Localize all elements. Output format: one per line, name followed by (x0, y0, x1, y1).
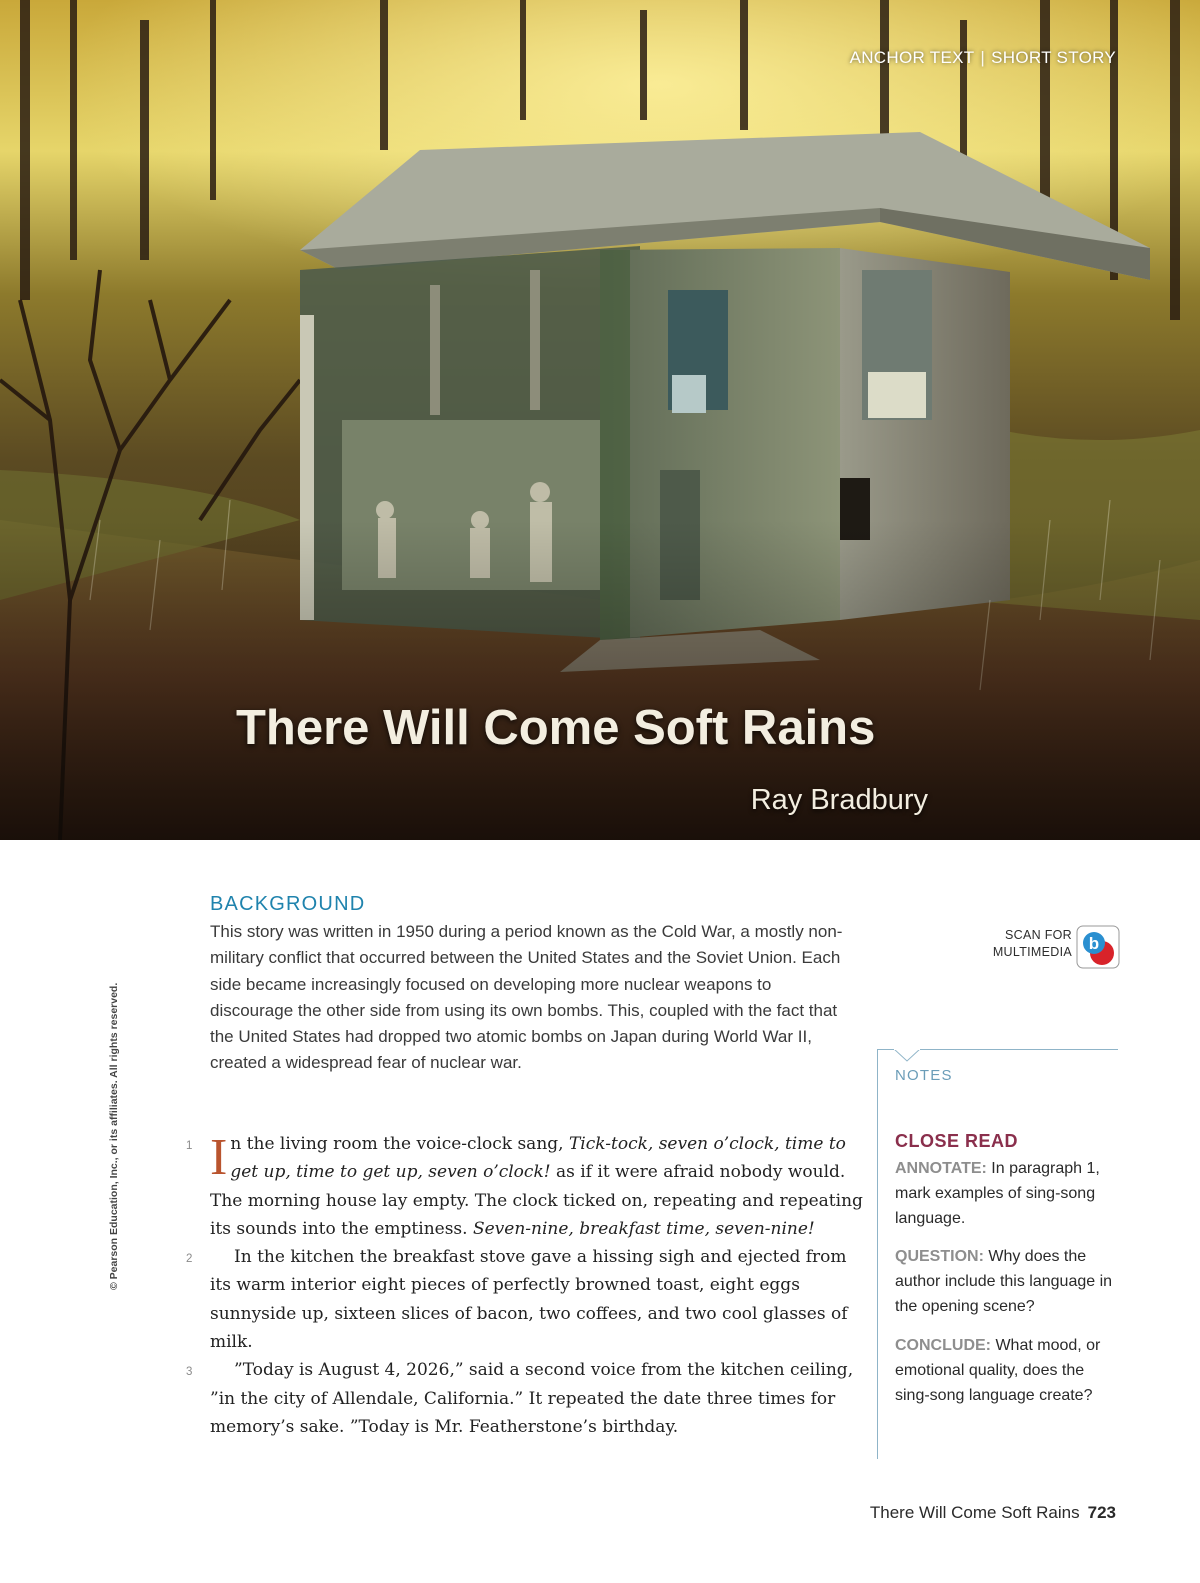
question-text: Why does the author include this language in the opening scene? (895, 1248, 1113, 1315)
paragraph-3 (186, 1356, 870, 1441)
paragraph-1-text-c: as if it were afraid nobody would. The morning house lay empty. The clock ticked on, repeating and repeating its sounds into the emptiness. (210, 1162, 863, 1239)
background-body: This story was written in 1950 during a period known as the Cold War, a mostly non-military conflict that occurred between the United States and the Soviet Union. Each side became increasingly focused on developing more nuclear weapons to discourage the other side from using its own bombs. This, coupled with the fact that the United States had dropped two atomic bombs on Japan during World War II, created a widespread fear of nuclear war. (210, 922, 843, 1073)
paragraph-number: 1 (186, 1140, 193, 1152)
running-title: There Will Come Soft Rains (869, 1503, 1080, 1522)
notes-label: NOTES (895, 1067, 953, 1084)
multimedia-logo-icon[interactable] (1076, 925, 1120, 969)
drop-cap: I (210, 1129, 228, 1186)
annotate-key: ANNOTATE: (895, 1160, 987, 1177)
label-separator: | (980, 48, 986, 67)
anchor-type-text: SHORT STORY (991, 48, 1116, 67)
scan-text (993, 927, 1072, 961)
copyright-notice: © Pearson Education, Inc., or its affiliates. All rights reserved. (108, 982, 120, 1290)
annotate-text: In paragraph 1, mark examples of sing-song language. (895, 1160, 1100, 1227)
background-heading: BACKGROUND (210, 893, 366, 915)
paragraph-1-italic-d: Seven-nine, breakfast time, seven-nine! (472, 1218, 815, 1239)
conclude-note (895, 1333, 1120, 1408)
page-footer (870, 1503, 1116, 1523)
scan-line-1: SCAN FOR (1005, 928, 1072, 942)
paragraph-number: 2 (186, 1253, 193, 1266)
page-number: 723 (1087, 1503, 1116, 1522)
question-note (895, 1244, 1120, 1319)
notes-left-rule (877, 1049, 878, 1459)
scan-for-multimedia[interactable] (984, 925, 1120, 969)
annotate-note (895, 1156, 1120, 1231)
story-author: Ray Bradbury (750, 784, 928, 816)
conclude-key: CONCLUDE: (895, 1337, 991, 1354)
paragraph-3-text: ”Today is August 4, 2026,” said a second voice from the kitchen ceiling, ”in the city of Allendale, California.” It repeated the date three times for memory’s sake. ”Today is Mr. Featherstone’s birthday. (210, 1360, 854, 1437)
story-text (186, 1129, 870, 1441)
paragraph-2-text: In the kitchen the breakfast stove gave a hissing sigh and ejected from its warm interior eight pieces of perfectly browned toast, eight eggs sunnyside up, sixteen slices of bacon, two coffees, and two cool glasses of milk. (210, 1247, 848, 1353)
anchor-text-label (850, 48, 1116, 68)
story-title: There Will Come Soft Rains (236, 701, 876, 755)
question-key: QUESTION: (895, 1248, 984, 1265)
close-read-heading: CLOSE READ (895, 1131, 1019, 1151)
conclude-text: What mood, or emotional quality, does the sing-song language create? (895, 1337, 1101, 1404)
paragraph-1-text-a: n the living room the voice-clock sang, (230, 1134, 569, 1154)
anchor-label-text: ANCHOR TEXT (849, 48, 975, 67)
notes-notch-icon (894, 1049, 920, 1063)
scan-logo-letter: b (1088, 934, 1100, 953)
paragraph-number: 3 (186, 1366, 193, 1379)
paragraph-1 (186, 1129, 870, 1243)
scan-line-2: MULTIMEDIA (992, 945, 1072, 959)
paragraph-2 (186, 1243, 870, 1356)
paragraph-1-italic-b: Tick-tock, seven o’clock, time to get up, time to get up, seven o’clock! (230, 1134, 846, 1183)
